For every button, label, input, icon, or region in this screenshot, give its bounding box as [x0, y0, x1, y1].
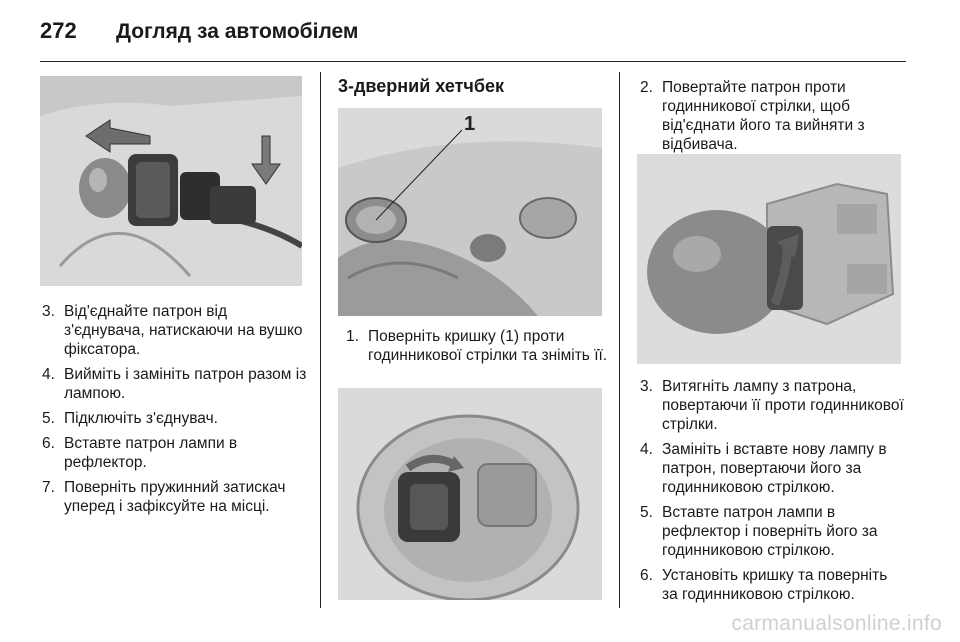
watermark: carmanualsonline.info — [731, 612, 942, 635]
figure-headlamp-cover — [338, 108, 602, 316]
figure-callout-label: 1 — [464, 113, 476, 135]
column-divider-left — [320, 72, 321, 608]
step-number: 4. — [640, 441, 653, 458]
figure-socket-rotate — [338, 388, 602, 600]
list-item — [640, 377, 906, 434]
column3-steps-top — [640, 78, 902, 160]
step-number: 3. — [640, 378, 653, 395]
column1-steps — [42, 302, 308, 522]
column-divider-right — [619, 72, 620, 608]
list-item — [42, 365, 308, 403]
step-number: 5. — [640, 504, 653, 521]
list-item — [42, 302, 308, 359]
step-number: 7. — [42, 479, 55, 496]
figure-bulb-in-socket — [637, 154, 901, 364]
step-number: 1. — [346, 328, 359, 345]
section-heading: 3-дверний хетчбек — [338, 76, 505, 96]
step-text: Установіть кришку та поверніть за годинниковою стрілкою. — [662, 567, 888, 603]
step-text: Поверніть пружинний затискач уперед і зафіксуйте на місці. — [64, 479, 286, 515]
step-text: Повертайте патрон проти годинникової стрілки, щоб від'єднати його та вийняти з відбивача. — [662, 79, 865, 153]
list-item — [640, 440, 906, 497]
page-number: 272 — [40, 18, 77, 43]
step-text: Замініть і вставте нову лампу в патрон, повертаючи його за годинниковою стрілкою. — [662, 441, 887, 496]
figure-headlamp-cover-illustration — [338, 108, 602, 316]
step-number: 5. — [42, 410, 55, 427]
figure-bulb-in-socket-illustration — [637, 154, 901, 364]
step-number: 6. — [640, 567, 653, 584]
figure-socket-rotate-illustration — [338, 388, 602, 600]
list-item — [640, 78, 902, 154]
step-text: Підключіть з'єднувач. — [64, 410, 218, 427]
list-item — [640, 566, 906, 604]
step-text: Вийміть і замініть патрон разом із лампою. — [64, 366, 307, 402]
list-item — [346, 327, 614, 365]
step-text: Від'єднайте патрон від з'єднувача, натискаючи на вушко фіксатора. — [64, 303, 303, 358]
figure-bulb-socket-connector — [40, 76, 302, 286]
step-number: 4. — [42, 366, 55, 383]
figure-bulb-socket-connector-illustration — [40, 76, 302, 286]
step-text: Поверніть кришку (1) проти годинникової стрілки та зніміть її. — [368, 328, 608, 364]
page-title: Догляд за автомобілем — [116, 20, 359, 43]
list-item — [640, 503, 906, 560]
list-item — [42, 434, 308, 472]
column3-steps-bottom — [640, 377, 906, 610]
step-text: Витягніть лампу з патрона, повертаючи її проти годинникової стрілки. — [662, 378, 904, 433]
step-text: Вставте патрон лампи в рефлектор і поверніть його за годинниковою стрілкою. — [662, 504, 878, 559]
header-rule — [40, 61, 906, 62]
step-number: 2. — [640, 79, 653, 96]
step-number: 3. — [42, 303, 55, 320]
step-text: Вставте патрон лампи в рефлектор. — [64, 435, 238, 471]
step-number: 6. — [42, 435, 55, 452]
column2-steps — [346, 327, 614, 371]
list-item — [42, 409, 308, 428]
list-item — [42, 478, 308, 516]
page-header — [40, 18, 358, 48]
